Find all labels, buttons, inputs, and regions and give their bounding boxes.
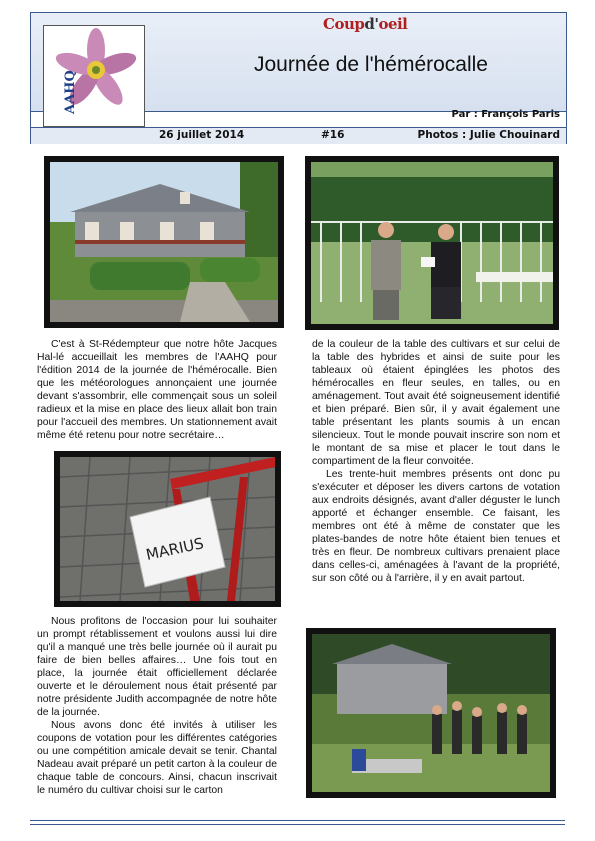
- page-title: Journée de l'hémérocalle: [254, 53, 488, 76]
- issue-date: 26 juillet 2014: [159, 129, 245, 141]
- right-column: [312, 338, 560, 585]
- footer-rule: [30, 824, 565, 825]
- left-column-bottom: [37, 615, 277, 797]
- garden-visit-photo: [306, 628, 556, 798]
- house-photo: [44, 156, 284, 328]
- members-photo: [305, 156, 559, 330]
- footer-rule: [30, 820, 565, 821]
- aahq-logo: [43, 25, 145, 127]
- paragraph: Les trente-huit membres présents ont donc pu s'exécuter et déposer les divers cartons de votation aux endroits désignés, avant d'aller déguster le lunch apporté et échanger ensemble. Ce faisant, les membres ont été à même de constater que les plates-bandes de notre hôte étaient bien tenues et très en fleur. De nombreux cultivars prenaient place dans celles-ci, aménagées à l'avant de la propriété, sur son côté ou à l'arrière, il y en avait partout.: [312, 469, 560, 584]
- dateline-bar: [31, 127, 566, 144]
- marius-sign-photo: [54, 451, 281, 607]
- issue-number: #16: [321, 129, 345, 141]
- photo-credit: Photos : Julie Chouinard: [417, 129, 560, 141]
- paragraph: Nous profitons de l'occasion pour lui souhaiter un prompt rétablissement et voulons aussi lui dire qu'il a manqué une très belle journée où il aurait pu faire de bien belles affaires… Une fois tout en place, la journée était officiellement déclarée ouverte et le déroulement nous était présenté par notre présidente Judith accompagnée de notre hôte de la journée.: [37, 616, 277, 718]
- author-line: Par : François Paris: [451, 109, 560, 120]
- left-column-top: [37, 338, 277, 442]
- sign-label: MARIUS: [144, 534, 206, 564]
- logo-text: AAHQ: [63, 70, 78, 114]
- brand-logo: Coupd'oeil: [323, 15, 408, 33]
- newsletter-header: [30, 12, 567, 144]
- paragraph: de la couleur de la table des cultivars et sur celui de la table des hybrides et ainsi de suite pour les tableaux où étaient épinglées les photos des hémérocalles en fleur seules, en talles, ou en aménagement. Tout avait été soigneusement identifié et bien préparé. Bien sûr, il y avait également une table présentant les plants soumis à un encan silencieux. Tout le monde pouvait inscrire son nom et le montant de sa mise et placer le tout dans le compartiment de la fleur convoitée.: [312, 339, 560, 467]
- paragraph: C'est à St-Rédempteur que notre hôte Jacques Hal-lé accueillait les membres de l'AAHQ pour l'édition 2014 de la journée de l'hémérocalle. Bien que les météorologues annonçaient une journée devant s'assombrir, elle commençait sous un soleil radieux et la mise en place des lieux allait bon train pour l'accueil des membres. Un stationnement avait même été retenu pour notre secrétaire…: [37, 339, 277, 441]
- paragraph: Nous avons donc été invités à utiliser les coupons de votation pour les différentes catégories ou une compétition amicale devait se tenir. Chantal Nadeau avait préparé un petit carton à la couleur de chaque table de concours. Ainsi, chacun inscrivait le numéro du cultivar choisi sur le carton: [37, 720, 277, 796]
